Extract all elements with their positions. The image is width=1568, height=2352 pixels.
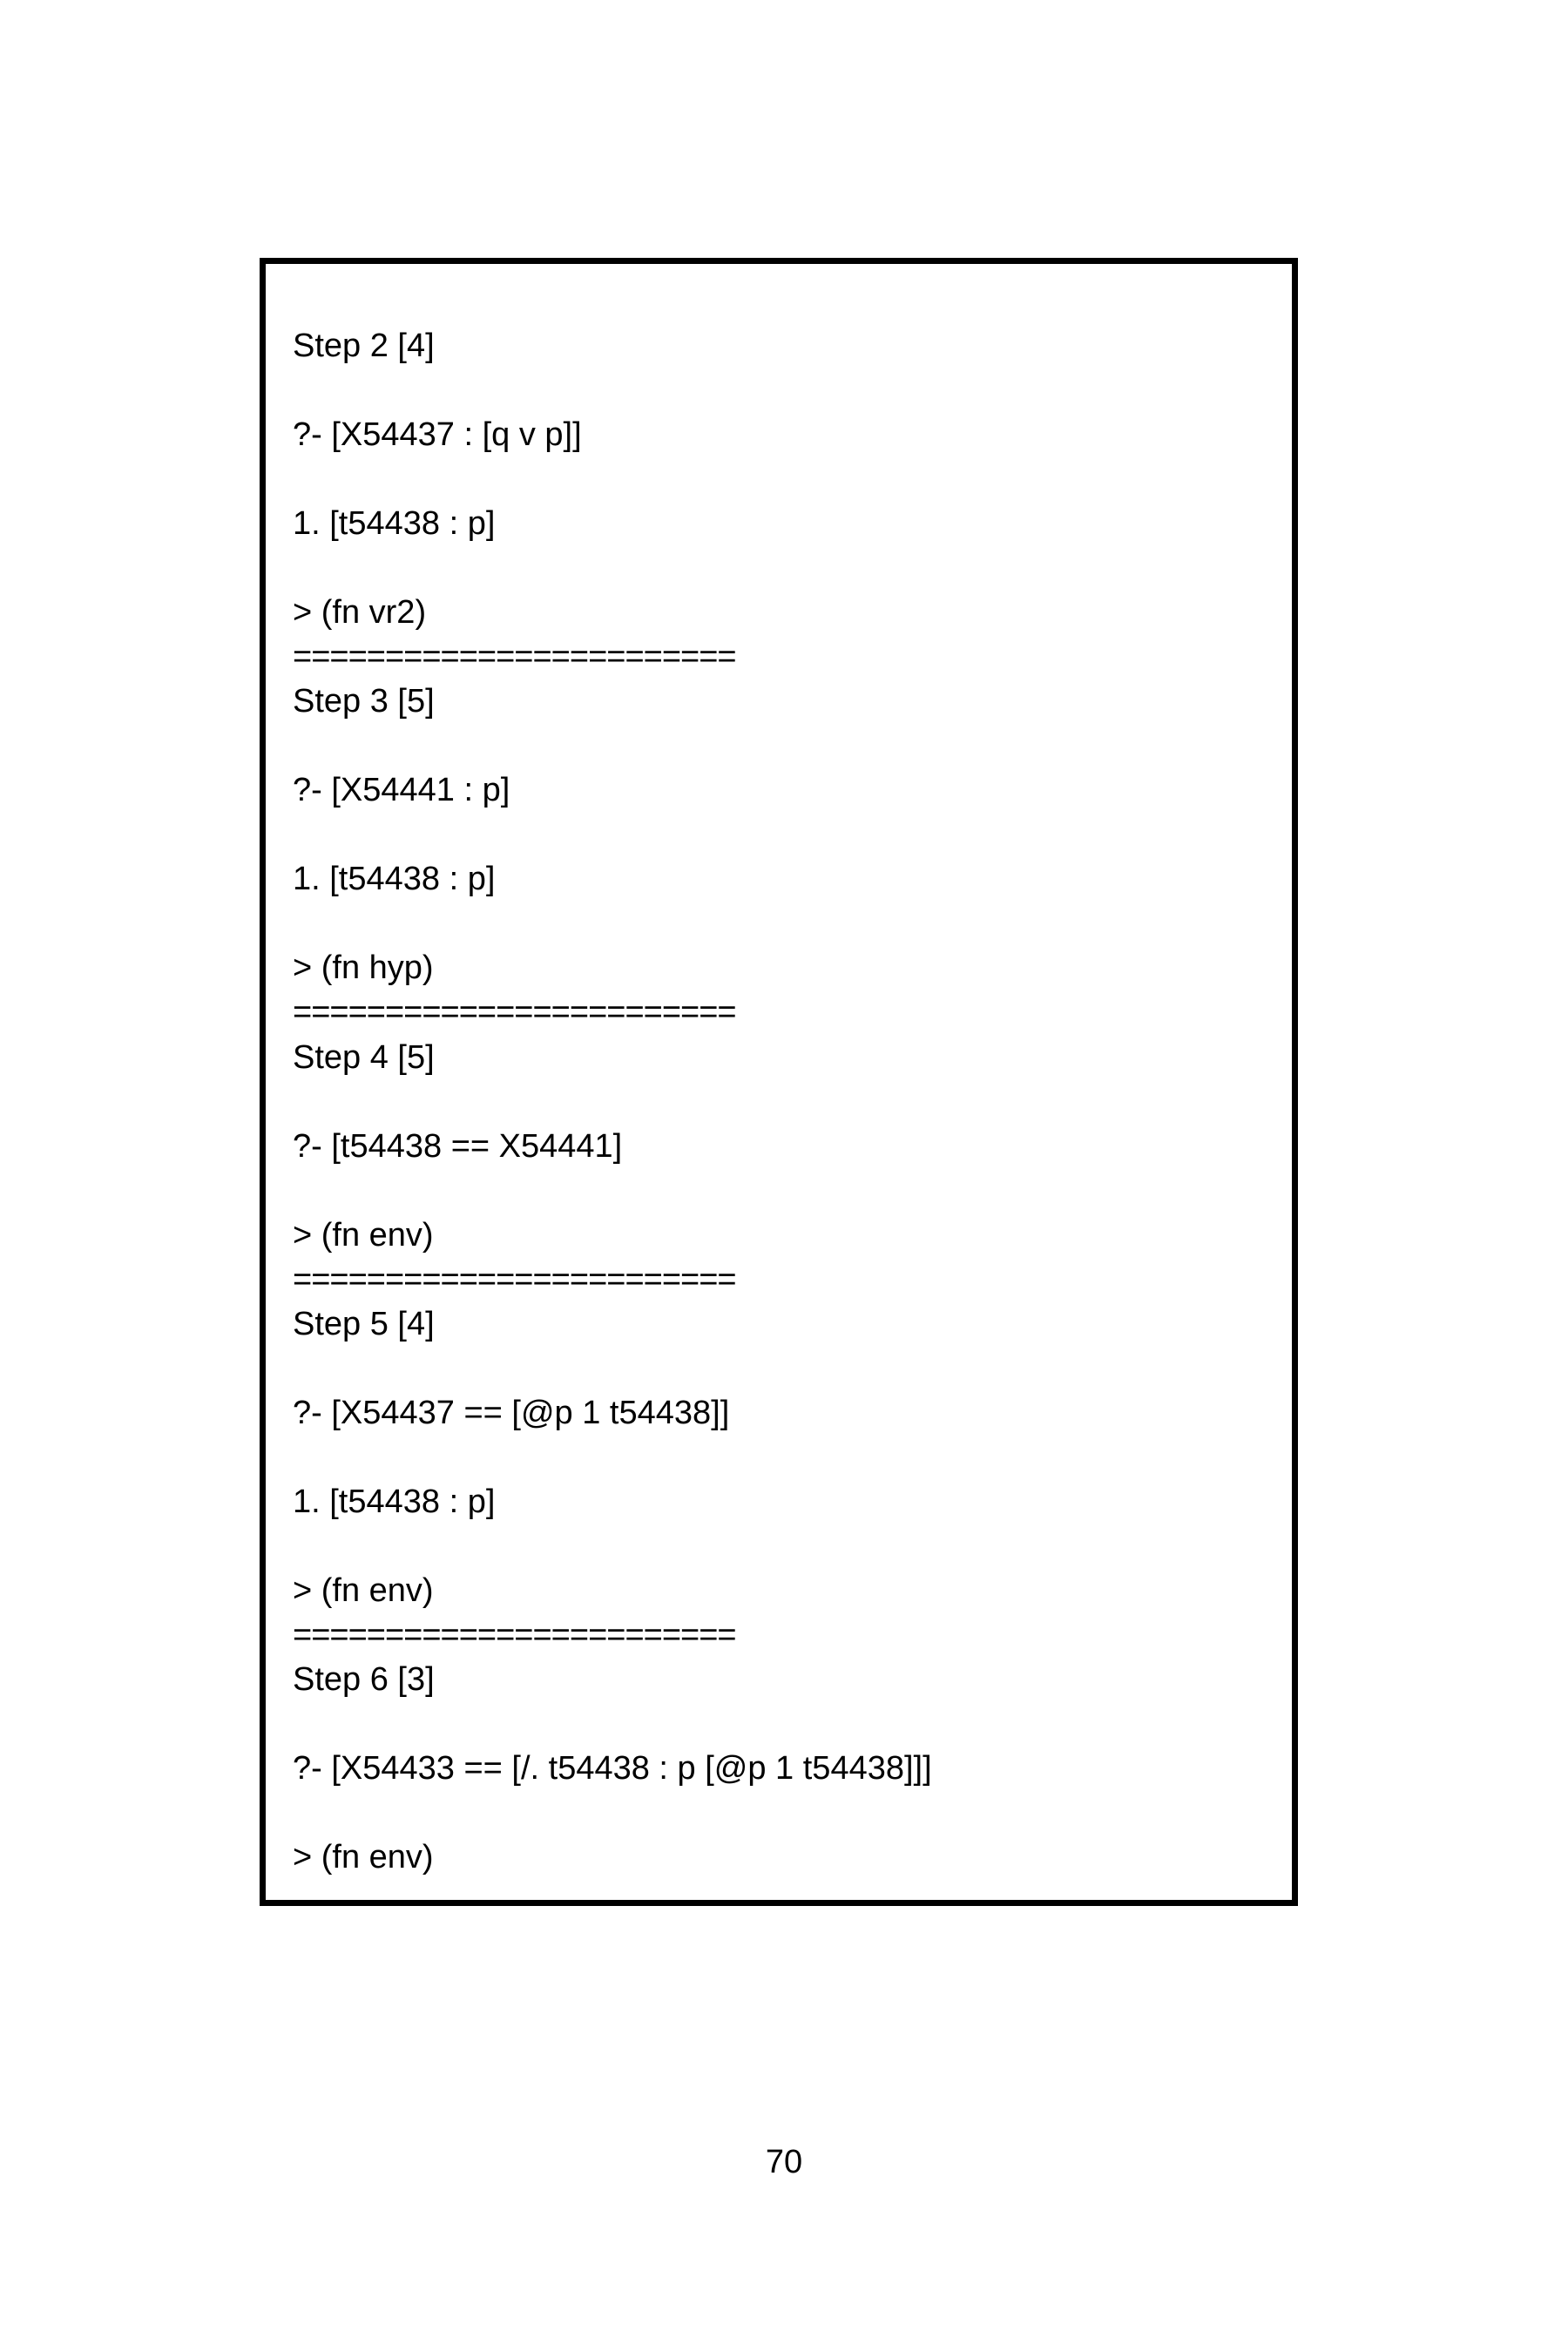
step-heading: Step 6 [3] (293, 1661, 435, 1698)
step-heading: Step 4 [5] (293, 1039, 435, 1076)
goal-line: ?- [X54437 == [@p 1 t54438]] (293, 1395, 730, 1431)
separator: ======================== (293, 1261, 736, 1298)
goal-line: ?- [X54437 : [q v p]] (293, 416, 582, 453)
goal-line: ?- [t54438 == X54441] (293, 1128, 623, 1165)
step-heading: Step 2 [4] (293, 328, 435, 364)
command-line: > (fn env) (293, 1217, 434, 1254)
command-line: > (fn env) (293, 1572, 434, 1609)
command-line: > (fn env) (293, 1839, 434, 1876)
separator: ======================== (293, 1617, 736, 1653)
hypothesis-line: 1. [t54438 : p] (293, 861, 496, 897)
page-number: 70 (765, 2144, 803, 2180)
step-heading: Step 5 [4] (293, 1306, 435, 1342)
separator: ======================== (293, 639, 736, 675)
command-line: > (fn vr2) (293, 594, 427, 631)
goal-line: ?- [X54441 : p] (293, 772, 510, 808)
hypothesis-line: 1. [t54438 : p] (293, 1484, 496, 1520)
step-heading: Step 3 [5] (293, 683, 435, 720)
goal-line: ?- [X54433 == [/. t54438 : p [@p 1 t54438]]] (293, 1750, 932, 1787)
command-line: > (fn hyp) (293, 950, 434, 986)
separator: ======================== (293, 994, 736, 1031)
hypothesis-line: 1. [t54438 : p] (293, 505, 496, 542)
